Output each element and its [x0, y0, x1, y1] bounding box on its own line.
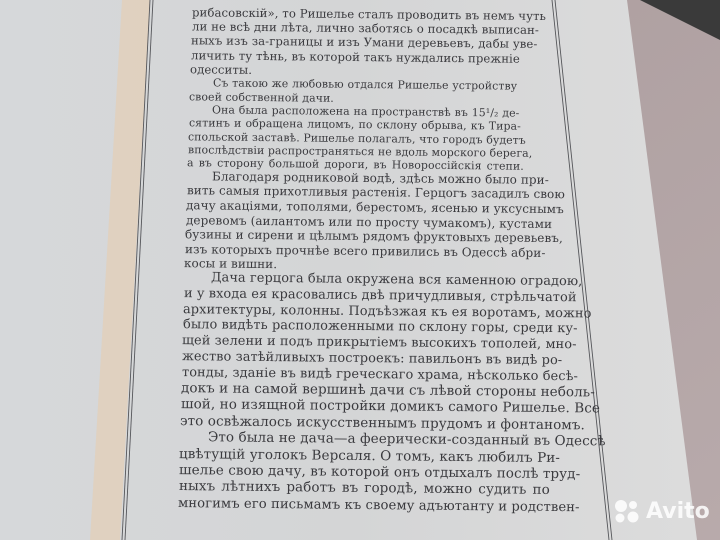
text-line: цвѣтущій уголокъ Версаля. О томъ, какъ любилъ Ри- [179, 445, 561, 466]
text-line: архитектуры, колонны. Подъѣзжая къ ея воротамъ, можно [183, 301, 592, 322]
text-line: косы и вишни. [184, 256, 278, 272]
text-line: тонды, зданіе въ видѣ греческаго храма, нѣсколько бесѣ- [181, 364, 578, 384]
watermark-text: Avito [646, 498, 710, 524]
text-line: дачу акаціями, тополями, берестомъ, ясенью и уксуснымъ [186, 198, 564, 217]
text-line: это освѣжалось искусственнымъ прудомъ и фонтаномъ. [180, 412, 586, 434]
text-line: щей зелени и подъ прикрытіемъ высокихъ тополей, мно- [182, 333, 577, 353]
text-line: Дача герцога была окружена вся каменною оградою, [211, 270, 583, 290]
text-line: Она была расположена на пространствѣ въ 15¹/₂ де- [211, 103, 520, 120]
avito-logo-icon [612, 498, 642, 524]
text-line: деревомъ (аилантомъ или по просту чумакомъ), кустами [185, 212, 552, 231]
text-line: спольской заставѣ. Ришелье полагалъ, что городъ будетъ [188, 129, 527, 147]
avito-watermark [612, 498, 710, 524]
text-line: рибасовскій», то Ришелье сталъ проводить въ немъ чуть [191, 5, 547, 24]
text-line: ныхъ изъ за-границы и изъ Умани деревьевъ, дабы уве- [191, 33, 538, 52]
text-line: жество затѣйливыхъ построекъ: павильонъ въ видѣ ро- [181, 348, 563, 368]
text-line: и у входа ея красовались двѣ причудливыя, стрѣльчатой [183, 286, 577, 306]
text-line: шелье свою дачу, въ которой онъ отдыхалъ послѣ труд- [178, 462, 581, 483]
text-line: докъ и на самой вершинѣ дачи съ лѣвой стороны неболь- [181, 380, 596, 401]
text-line: а въ сторону большой дороги, въ Новороссійскія степи. [187, 156, 525, 173]
text-line: своей собственной дачи. [189, 90, 335, 105]
text-line: Съ такою же любовью отдался Ришелье устройству [212, 76, 518, 94]
text-line: ныхъ лѣтнихъ работъ въ городѣ, можно судить по [178, 478, 550, 499]
text-line: вить самыя прихотливыя растенія. Герцогъ засадилъ свою [186, 183, 565, 202]
text-line: многимъ его письмамъ къ своему адъютанту и родствен- [178, 496, 580, 516]
text-line: было видѣть расположенными по склону горы, среди ку- [182, 317, 578, 337]
text-line: впослѣдствіи распространяться не вдоль морского берега, [187, 143, 533, 160]
text-line: Благодаря родниковой водѣ, здѣсь можно было при- [211, 169, 549, 187]
text-line: бузины и сирени и цѣлымъ рядомъ фруктовыхъ деревьевъ, [185, 227, 564, 246]
text-line: личить ту тѣнь, въ которой такъ нуждались прежніе [190, 47, 520, 66]
text-line: сятинъ и обращена лицомъ, по склону обрыва, къ Тира- [188, 116, 521, 134]
text-line: ли не всѣ дни лѣта, лично заботясь о посадкѣ выписан- [191, 19, 539, 38]
text-line: одесситы. [190, 62, 253, 77]
text-line: Это была не дача—а феерически-созданный въ Одессѣ [208, 429, 606, 450]
text-line: изъ которыхъ прочнѣе всего привились въ Одессѣ абри- [184, 241, 546, 260]
text-line: шой, но изящной постройки домикъ самого Ришелье. Все [180, 396, 600, 417]
